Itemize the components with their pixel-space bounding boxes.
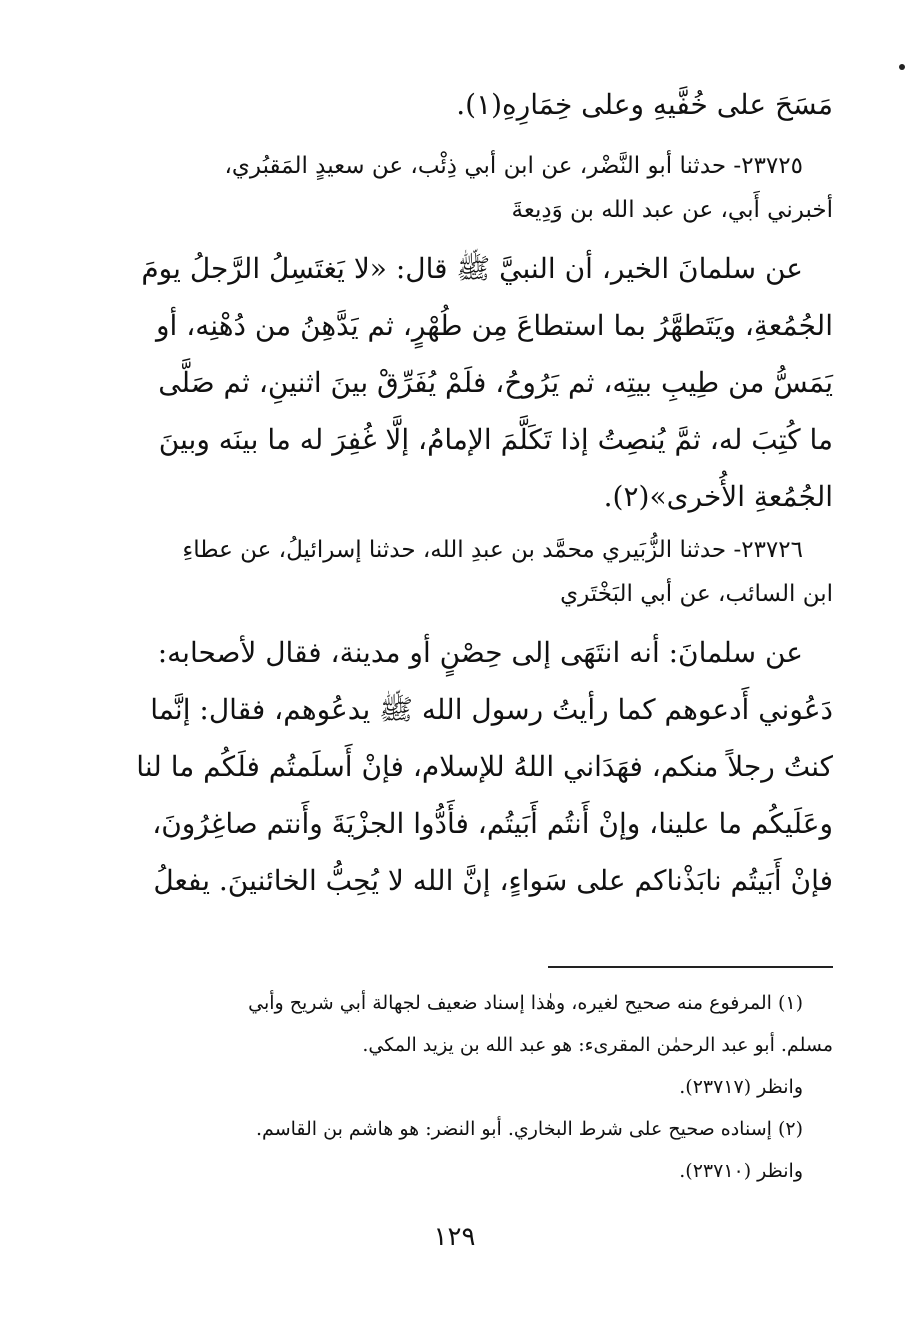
text-line: يَمَسُّ من طِيبِ بيتِه، ثم يَرُوحُ، فلَمْ يُفَرِّقْ بينَ اثنينِ، ثم صَلَّى — [158, 366, 833, 399]
margin-dot — [899, 64, 905, 70]
chain-line: ابن السائب، عن أبي البَخْتَري — [560, 581, 833, 607]
footnote-line: (١) المرفوع منه صحيح لغيره، وهٰذا إسناد ضعيف لجهالة أبي شريح وأبي — [248, 992, 803, 1014]
footnote-line: مسلم. أبو عبد الرحمٰن المقرىء: هو عبد الله بن يزيد المكي. — [362, 1034, 833, 1056]
footnote-line: وانظر (٢٣٧١٧). — [679, 1076, 803, 1098]
text-line: الجُمُعةِ، ويَتَطهَّرُ بما استطاعَ مِن طُهْرٍ، ثم يَدَّهِنُ من دُهْنِه، أو — [156, 309, 833, 342]
hadith-23725-chain — [128, 144, 833, 232]
chain-line: أخبرني أَبي، عن عبد الله بن وَدِيعةَ — [511, 197, 833, 223]
footnote-line: (٢) إسناده صحيح على شرط البخاري. أبو النضر: هو هاشم بن القاسم. — [256, 1118, 803, 1140]
text-line: كنتُ رجلاً منكم، فهَدَاني اللهُ للإسلام، فإنْ أَسلَمتُم فلَكُم ما لنا — [136, 750, 833, 783]
text-line: عن سلمانَ الخير، أن النبيَّ ﷺ قال: «لا يَغتَسِلُ الرَّجلُ يومَ — [141, 252, 803, 285]
footnote-1 — [128, 982, 833, 1108]
text-line: وعَلَيكُم ما علينا، وإنْ أَنتُم أَبَيتُم، فأَدُّوا الجزْيَةَ وأَنتم صاغِرُونَ، — [152, 807, 833, 840]
hadith-23726-chain — [128, 528, 833, 616]
footnote-line: وانظر (٢٣٧١٠). — [679, 1160, 803, 1182]
page-number: ١٢٩ — [433, 1222, 476, 1252]
chain-line: ٢٣٧٢٥- حدثنا أبو النَّضْر، عن ابن أبي ذِئْب، عن سعيدٍ المَقبُري، — [224, 153, 803, 179]
text-line: مَسَحَ على خُفَّيهِ وعلى خِمَارِهِ(١). — [456, 88, 833, 121]
text-line: فإنْ أَبَيتُم نابَذْناكم على سَواءٍ، إنَّ الله لا يُحِبُّ الخائنينَ. يفعلُ — [153, 864, 833, 897]
hadith-23725-text — [128, 240, 833, 525]
chain-line: ٢٣٧٢٦- حدثنا الزُّبَيري محمَّد بن عبدِ الله، حدثنا إسرائيلُ، عن عطاءِ — [182, 537, 803, 563]
hadith-23726-text — [128, 624, 833, 909]
footnote-2 — [128, 1108, 833, 1192]
text-line: الجُمُعةِ الأُخرى»(٢). — [603, 480, 833, 513]
continuation-text — [128, 76, 833, 133]
text-line: ما كُتِبَ له، ثمَّ يُنصِتُ إذا تَكَلَّمَ الإمامُ، إلَّا غُفِرَ له ما بينَه وبينَ — [158, 423, 833, 456]
text-line: دَعُوني أَدعوهم كما رأيتُ رسول الله ﷺ يدعُوهم، فقال: إنَّما — [150, 693, 833, 726]
footnote-separator — [548, 966, 833, 968]
text-line: عن سلمانَ: أنه انتَهَى إلى حِصْنٍ أو مدينة، فقال لأصحابه: — [157, 636, 803, 669]
